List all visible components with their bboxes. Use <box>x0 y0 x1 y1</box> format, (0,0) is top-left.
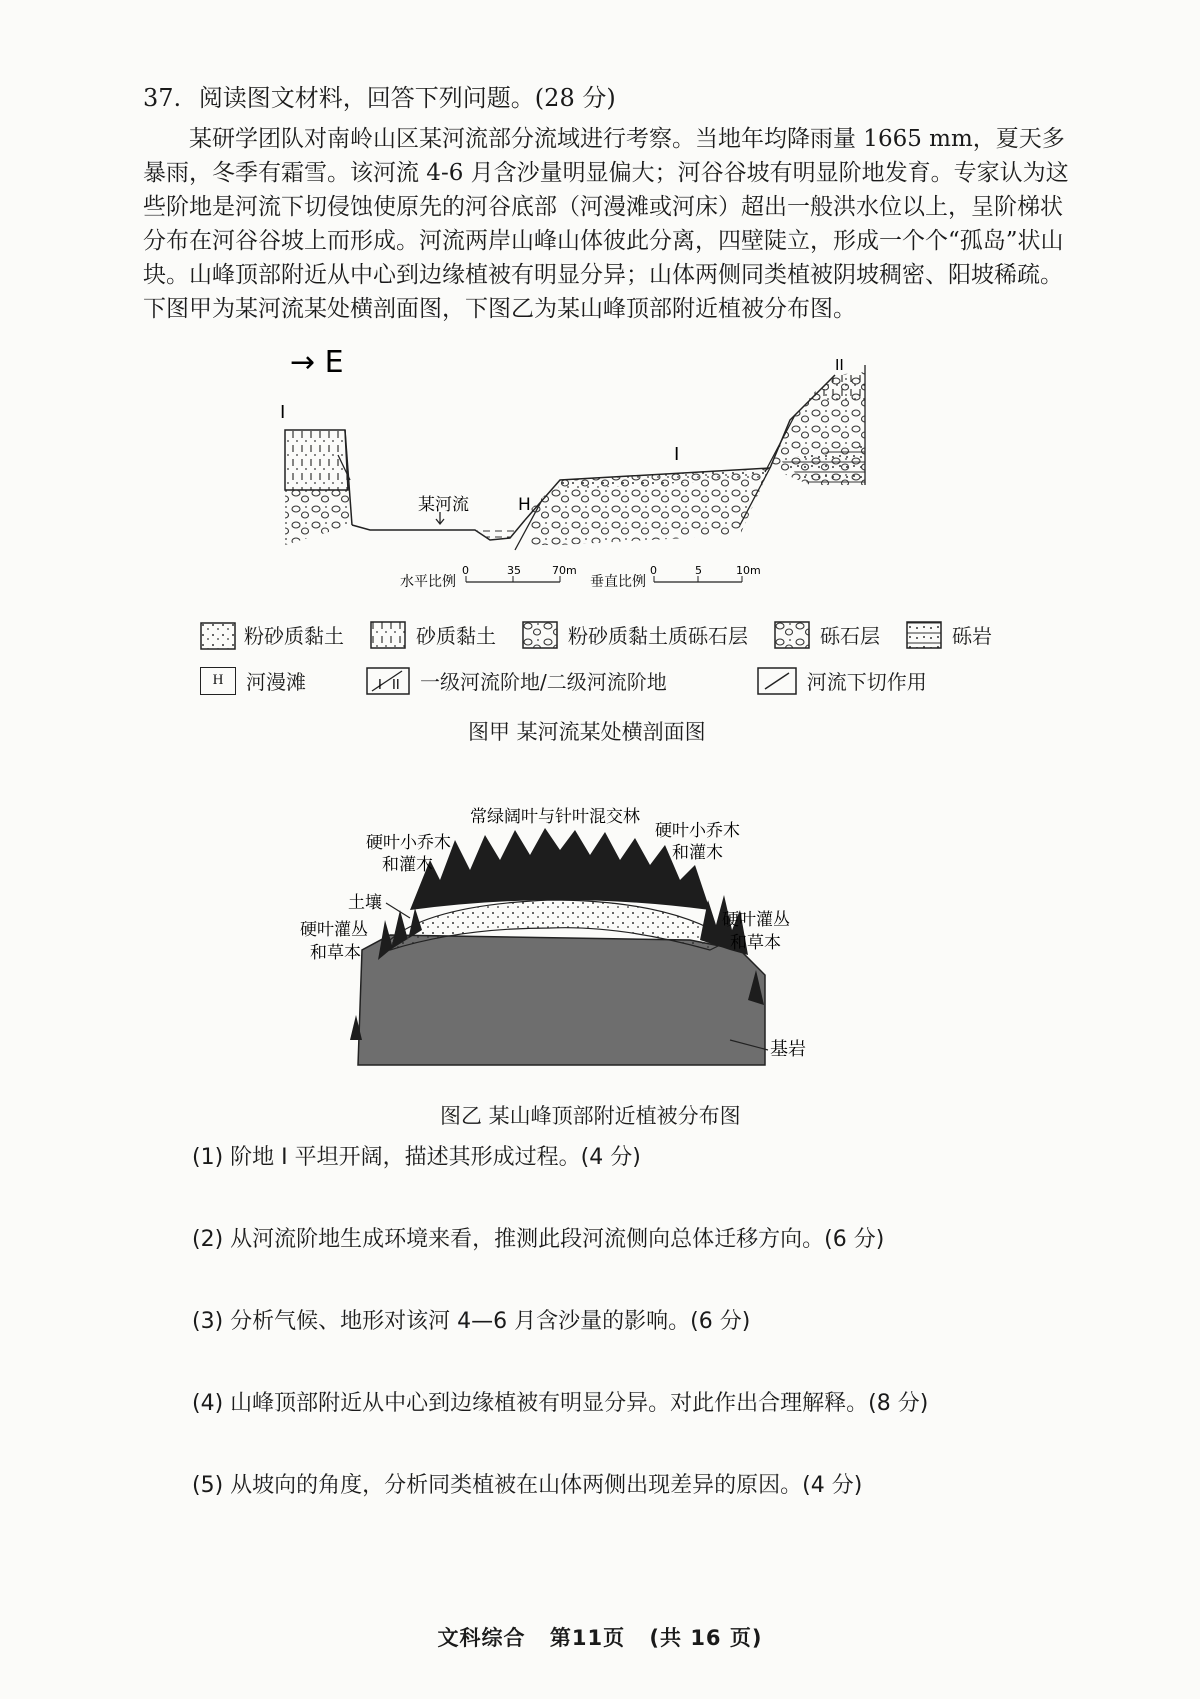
left-terrace-gravel <box>285 490 352 545</box>
terrace-2-label: II <box>835 356 844 374</box>
legend-item <box>200 620 344 649</box>
left-lower-label-2: 和草本 <box>310 943 361 963</box>
left-upper-label-1: 硬叶小乔木 <box>366 833 451 853</box>
v-scale-label: 垂直比例 <box>590 574 646 590</box>
v-scale-tick-1: 5 <box>695 564 702 577</box>
footer-subject: 文科综合 <box>437 1626 526 1650</box>
bedrock-label: 基岩 <box>770 1039 806 1060</box>
figure-b-caption: 图乙 某山峰顶部附近植被分布图 <box>440 1104 741 1128</box>
silty-clay-icon <box>200 622 234 648</box>
v-scale-tick-2: 10m <box>736 564 761 577</box>
right-lower-label-1: 硬叶灌丛 <box>722 910 790 930</box>
gravel-rock-icon <box>906 621 942 649</box>
gravel-layer-icon <box>774 621 810 649</box>
right-upper-label-1: 硬叶小乔木 <box>655 821 740 841</box>
terrace-icon <box>366 667 410 695</box>
silty-clay-gravel-icon <box>522 621 558 649</box>
left-upper-label-2: 和灌木 <box>382 855 433 875</box>
legend-label: 河漫滩 <box>246 670 306 694</box>
mountain-vegetation-figure <box>290 800 910 1095</box>
left-lower-label-1: 硬叶灌丛 <box>300 920 368 940</box>
sandy-clay-icon <box>370 621 406 649</box>
legend-label: 砂质黏土 <box>416 624 496 648</box>
legend-label: 河流下切作用 <box>806 670 927 694</box>
page-footer <box>0 1622 1200 1652</box>
legend-item <box>906 620 992 649</box>
river-label: 某河流 <box>418 495 469 515</box>
river-cross-section-figure <box>280 345 970 650</box>
bedrock-block <box>358 935 765 1065</box>
floodplain-icon: H <box>200 667 236 695</box>
sub-question-1: (1) 阶地 I 平坦开阔，描述其形成过程。(4 分) <box>192 1145 641 1170</box>
legend-row-2 <box>200 666 953 695</box>
h-scale-tick-1: 35 <box>507 564 521 577</box>
v-scale-tick-0: 0 <box>650 564 657 577</box>
legend-label: 砾石层 <box>820 624 880 648</box>
figure-a-caption: 图甲 某河流某处横剖面图 <box>468 720 706 744</box>
legend-item <box>757 666 927 695</box>
h-scale-label: 水平比例 <box>400 574 456 590</box>
svg-text:II: II <box>392 677 400 693</box>
legend-label: 一级河流阶地/二级河流阶地 <box>420 670 667 694</box>
left-terrace-upper <box>285 430 348 490</box>
svg-text:I: I <box>378 677 382 693</box>
legend-label: 粉砂质黏土质砾石层 <box>568 624 748 648</box>
question-header <box>143 78 616 113</box>
soil-label: 土壤 <box>348 893 382 913</box>
floodplain-label: H <box>518 495 531 515</box>
question-number: 37. <box>143 84 182 112</box>
question-title: 阅读图文材料，回答下列问题。(28 分) <box>198 84 616 112</box>
legend-row-1 <box>200 620 1018 649</box>
right-upper-label-2: 和灌木 <box>672 843 723 863</box>
sub-question-3: (3) 分析气候、地形对该河 4—6 月含沙量的影响。(6 分) <box>192 1309 751 1334</box>
sub-question-4: (4) 山峰顶部附近从中心到边缘植被有明显分异。对此作出合理解释。(8 分) <box>192 1391 929 1416</box>
legend-item <box>200 666 306 695</box>
h-scale-tick-2: 70m <box>552 564 577 577</box>
sub-question-5: (5) 从坡向的角度，分析同类植被在山体两侧出现差异的原因。(4 分) <box>192 1473 863 1498</box>
question-paragraph: 某研学团队对南岭山区某河流部分流域进行考察。当地年均降雨量 1665 mm，夏天多暴雨，冬季有霜雪。该河流 4-6 月含沙量明显偏大；河谷谷坡有明显阶地发育。专家认为这些阶地是河流下切侵蚀使原先的河谷底部（河漫滩或河床）超出一般洪水位以上，呈阶梯状分布在河谷谷坡上而形成。河流两岸山峰山体彼此分离，四壁陡立，形成一个个“孤岛”状山块。山峰顶部附近从中心到边缘植被有明显分异；山体两侧同类植被阴坡稠密、阳坡稀疏。下图甲为某河流某处横剖面图，下图乙为某山峰顶部附近植被分布图。 <box>143 126 1069 322</box>
legend-label: 粉砂质黏土 <box>244 624 344 648</box>
legend-item <box>522 620 748 649</box>
legend-item <box>774 620 880 649</box>
river-water <box>362 526 520 540</box>
sub-question-2: (2) 从河流阶地生成环境来看，推测此段河流侧向总体迁移方向。(6 分) <box>192 1227 885 1252</box>
top-label: 常绿阔叶与针叶混交林 <box>470 807 640 827</box>
h-scale-tick-0: 0 <box>462 564 469 577</box>
terrace-1-right-label: I <box>674 444 680 465</box>
right-lower-label-2: 和草本 <box>730 933 781 953</box>
legend-item <box>370 620 496 649</box>
downcut-icon <box>757 667 797 695</box>
footer-total: (共 16 页) <box>649 1626 763 1650</box>
terrace-1-left-label: I <box>280 402 286 423</box>
legend-label: 砾岩 <box>952 624 992 648</box>
legend-item <box>366 666 667 695</box>
footer-page: 第11页 <box>549 1626 626 1650</box>
direction-label: → E <box>290 345 344 380</box>
